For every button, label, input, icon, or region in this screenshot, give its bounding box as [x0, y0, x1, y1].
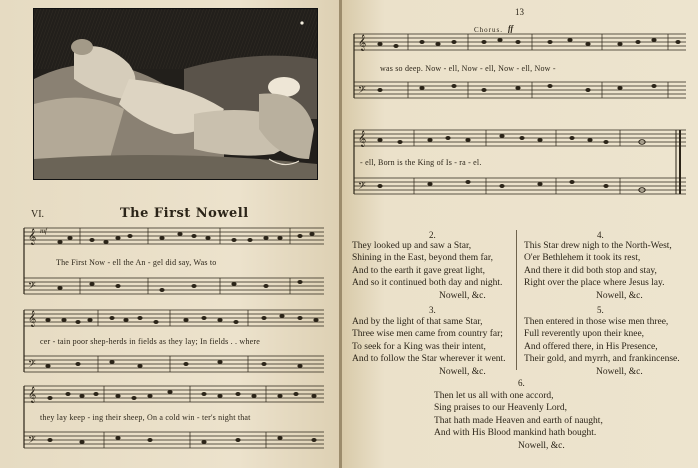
svg-text:𝄞: 𝄞: [28, 387, 37, 403]
chorus-dynamic: ff: [508, 24, 514, 33]
chorus-label: Chorus.: [474, 26, 503, 34]
svg-text:𝄞: 𝄞: [358, 131, 367, 147]
svg-text:𝄞: 𝄞: [358, 35, 367, 51]
lyric-line-3: they lay keep - ing their sheep, On a cold win - ter's night that: [40, 413, 251, 422]
verse-2-number: 2.: [429, 230, 436, 240]
verse-4-number: 4.: [597, 230, 604, 240]
verse-3-number: 3.: [429, 305, 436, 315]
shepherds-engraving: [33, 8, 318, 180]
verse-6-text: Then let us all with one accord, Sing praises to our Heavenly Lord, That hath made Heaven and earth of naught, And with His Blood mankind hath bought. Nowell, &c.: [434, 391, 603, 451]
verse-column-divider: [516, 230, 517, 370]
svg-text:𝄢: 𝄢: [28, 280, 36, 294]
left-page: [0, 0, 340, 468]
right-page: [342, 0, 698, 468]
svg-text:𝄢: 𝄢: [358, 180, 366, 194]
svg-text:𝄢: 𝄢: [358, 84, 366, 98]
hymn-number: VI.: [31, 209, 45, 220]
svg-text:𝄢: 𝄢: [28, 358, 36, 372]
hymn-title: The First Nowell: [120, 206, 249, 221]
svg-text:𝄢: 𝄢: [28, 434, 36, 448]
shepherds-illustration: [34, 9, 317, 179]
verse-6-number: 6.: [518, 378, 525, 388]
page-number: 13: [515, 7, 524, 17]
lyric-line-4: was so deep. Now - ell, Now - ell, Now - ell, Now -: [380, 64, 556, 73]
lyric-line-1: The First Now - ell the An - gel did say, Was to: [56, 258, 217, 267]
svg-text:𝄞: 𝄞: [28, 229, 37, 245]
verse-3-text: And by the light of that same Star, Three wise men came from country far; To seek for a King was their intent, And to follow the Star wherever it went. Nowell, &c.: [352, 317, 506, 377]
verse-5-number: 5.: [597, 305, 604, 315]
lyric-line-2: cer - tain poor shep-herds in fields as they lay; In fields . . where: [40, 337, 260, 346]
verse-5-text: Then entered in those wise men three, Full reverently upon their knee, And offered there, in His Presence, Their gold, and myrrh, and frankincense. Nowell, &c.: [524, 317, 680, 377]
lyric-line-5: - ell, Born is the King of Is - ra - el.: [360, 158, 482, 167]
verse-2-text: They looked up and saw a Star, Shining in the East, beyond them far, And to the earth it gave great light, And so it continued both day and night. Nowell, &c.: [352, 241, 503, 301]
verse-4-text: This Star drew nigh to the North-West, O'er Bethlehem it took its rest, And there it did both stop and stay, Right over the place where Jesus lay. Nowell, &c.: [524, 241, 672, 301]
svg-text:𝄞: 𝄞: [28, 311, 37, 327]
dynamic-mark: mf: [40, 227, 47, 235]
